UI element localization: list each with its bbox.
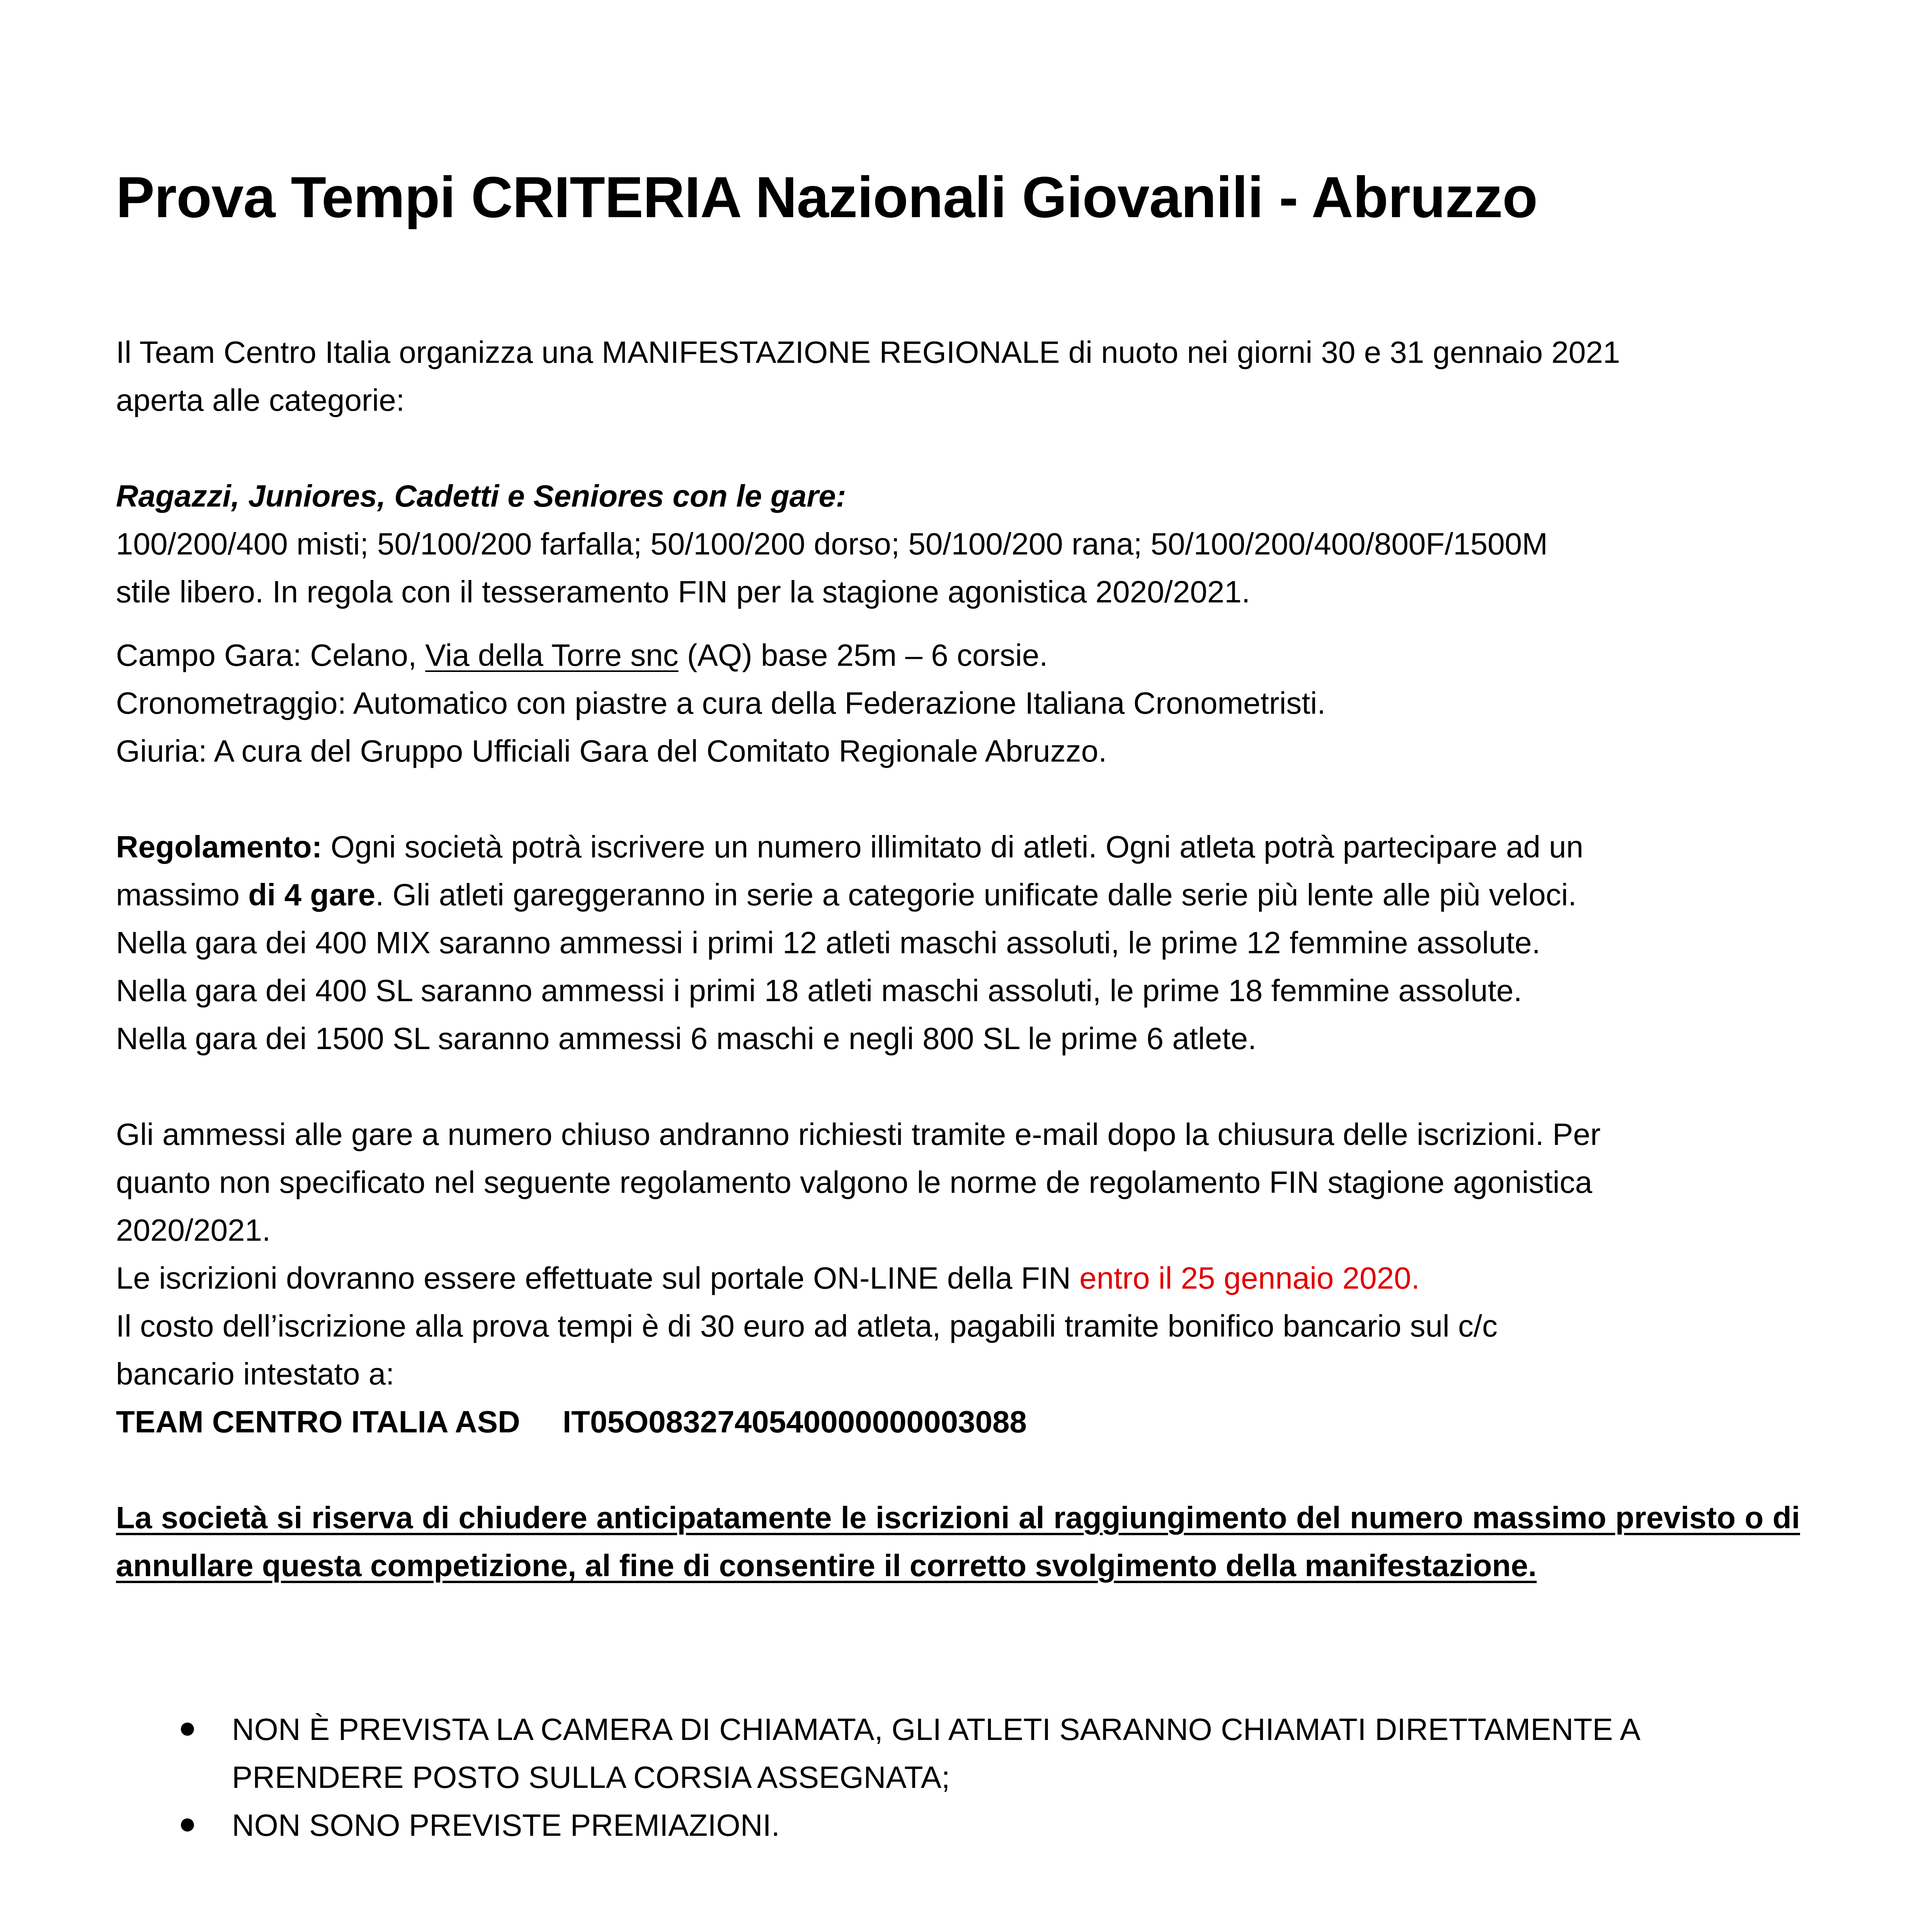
- list-item-line: NON SONO PREVISTE PREMIAZIONI.: [232, 1808, 780, 1842]
- iscrizioni-line: quanto non specificato nel seguente regolamento valgono le norme de regolamento FIN stagione agonistica: [116, 1165, 1593, 1199]
- regolamento-label: Regolamento:: [116, 830, 322, 864]
- list-item-line: NON È PREVISTA LA CAMERA DI CHIAMATA, GLI ATLETI SARANNO CHIAMATI DIRETTAMENTE A: [232, 1712, 1641, 1747]
- notice-list: [116, 1706, 1800, 1849]
- iscrizioni-line: bancario intestato a:: [116, 1357, 395, 1391]
- venue-section: [116, 631, 1800, 775]
- iscrizioni-line: 2020/2021.: [116, 1213, 271, 1247]
- venue-address-link[interactable]: Via della Torre snc: [425, 638, 679, 672]
- page-title: Prova Tempi CRITERIA Nazionali Giovanili - Abruzzo: [116, 165, 1538, 230]
- iban: IT05O0832740540000000003088: [562, 1405, 1027, 1439]
- regolamento-line: Nella gara dei 400 MIX saranno ammessi i primi 12 atleti maschi assoluti, le prime 12 femmine assolute.: [116, 925, 1541, 960]
- regolamento-line: [116, 823, 1800, 871]
- iscrizioni-line: Il costo dell’iscrizione alla prova tempi è di 30 euro ad atleta, pagabili tramite bonifico bancario sul c/c: [116, 1309, 1498, 1343]
- giuria-line: Giuria: A cura del Gruppo Ufficiali Gara del Comitato Regionale Abruzzo.: [116, 734, 1107, 768]
- cronometraggio-line: Cronometraggio: Automatico con piastre a cura della Federazione Italiana Cronometristi.: [116, 686, 1326, 720]
- list-item: [116, 1801, 1800, 1849]
- campo-gara-suffix: (AQ) base 25m – 6 corsie.: [678, 638, 1048, 672]
- regolamento-text: . Gli atleti gareggeranno in serie a categorie unificate dalle serie più lente alle più veloci.: [375, 878, 1577, 912]
- regolamento-section: [116, 823, 1800, 1063]
- list-item-line: PRENDERE POSTO SULLA CORSIA ASSEGNATA;: [232, 1760, 950, 1794]
- max-gare-emphasis: di 4 gare: [248, 878, 376, 912]
- regolamento-line: [116, 871, 1800, 919]
- riserva-notice: La società si riserva di chiudere anticipatamente le iscrizioni al raggiungimento del numero massimo previsto o di annullare questa competizione, al fine di consentire il corretto svolgimento della manifestazione.: [116, 1500, 1800, 1583]
- deadline-text: entro il 25 gennaio 2020.: [1079, 1261, 1420, 1295]
- account-name: TEAM CENTRO ITALIA ASD: [116, 1405, 520, 1439]
- bullet-icon: [181, 1818, 194, 1832]
- iscrizioni-text: Le iscrizioni dovranno essere effettuate sul portale ON-LINE della FIN: [116, 1261, 1080, 1295]
- list-item: [116, 1706, 1800, 1801]
- bank-account-line: [116, 1398, 1800, 1446]
- regolamento-line: Nella gara dei 400 SL saranno ammessi i primi 18 atleti maschi assoluti, le prime 18 femmine assolute.: [116, 973, 1522, 1008]
- iscrizioni-line: [116, 1254, 1800, 1302]
- iscrizioni-section: [116, 1111, 1800, 1446]
- intro-section: [116, 328, 1800, 424]
- campo-gara-prefix: Campo Gara: Celano,: [116, 638, 425, 672]
- categories-heading: Ragazzi, Juniores, Cadetti e Seniores con le gare:: [116, 479, 846, 513]
- categories-section: [116, 472, 1800, 616]
- iscrizioni-line: Gli ammessi alle gare a numero chiuso andranno richiesti tramite e-mail dopo la chiusura delle iscrizioni. Per: [116, 1117, 1601, 1151]
- intro-line: aperta alle categorie:: [116, 383, 405, 417]
- bullet-icon: [181, 1723, 194, 1736]
- campo-gara-line: [116, 631, 1800, 679]
- events-line: 100/200/400 misti; 50/100/200 farfalla; 50/100/200 dorso; 50/100/200 rana; 50/100/200/400/800F/1500M: [116, 527, 1548, 561]
- regolamento-text: Ogni società potrà iscrivere un numero illimitato di atleti. Ogni atleta potrà partecipare ad un: [322, 830, 1584, 864]
- regolamento-text: massimo: [116, 878, 248, 912]
- events-line: stile libero. In regola con il tesseramento FIN per la stagione agonistica 2020/2021.: [116, 575, 1251, 609]
- regolamento-line: Nella gara dei 1500 SL saranno ammessi 6 maschi e negli 800 SL le prime 6 atlete.: [116, 1021, 1257, 1056]
- intro-line: Il Team Centro Italia organizza una MANIFESTAZIONE REGIONALE di nuoto nei giorni 30 e 31 gennaio 2021: [116, 335, 1620, 369]
